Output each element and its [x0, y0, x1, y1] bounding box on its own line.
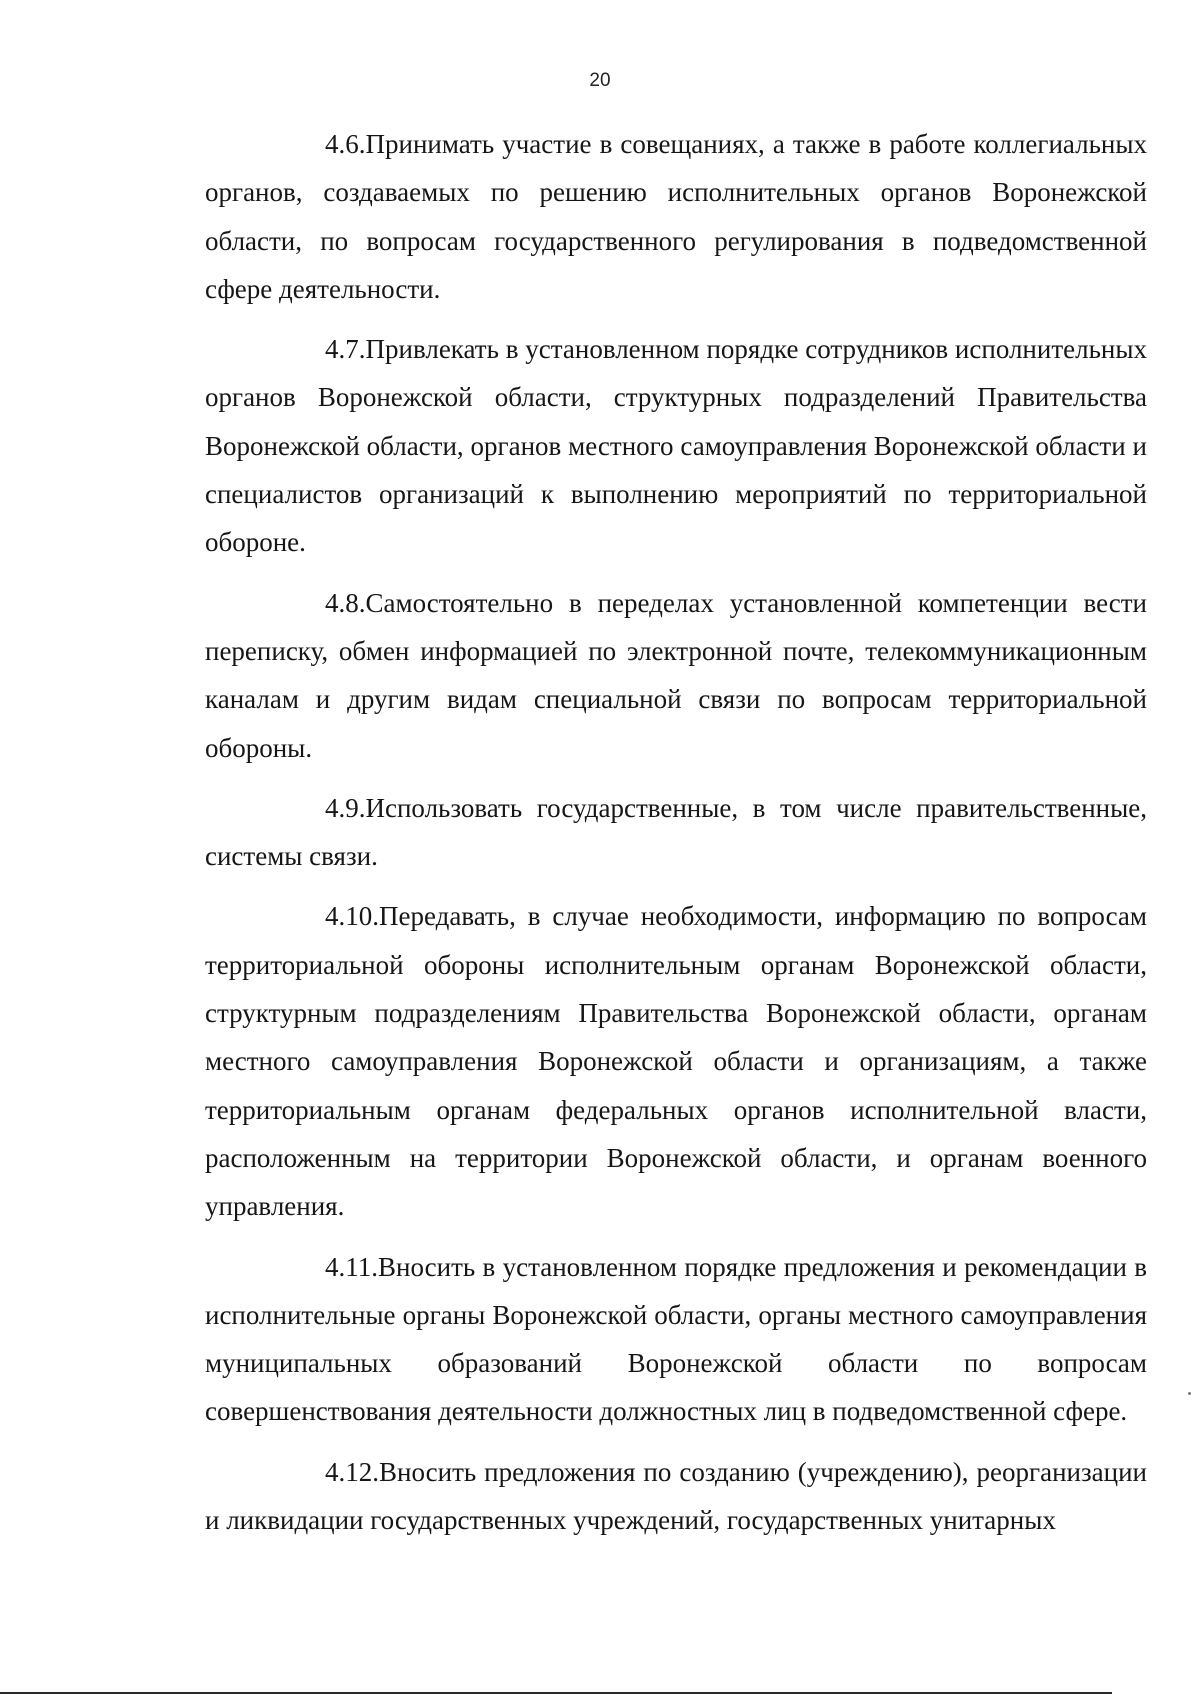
paragraph-4-7 — [205, 325, 1147, 566]
paragraph-number: 4.9. — [325, 792, 366, 823]
page-number: 20 — [589, 70, 611, 91]
paragraph-number: 4.12. — [325, 1456, 379, 1487]
paragraph-4-12 — [205, 1448, 1147, 1545]
paragraph-number: 4.7. — [325, 334, 366, 365]
paragraph-text: Привлекать в установленном порядке сотрудников исполнительных органов Воронежской области, структурных подразделений Правительства Воронежской области, органов местного самоуправления Воронежской области и специалистов организаций к выполнению мероприятий по территориальной обороне. — [205, 334, 1147, 558]
paragraph-number: 4.11. — [325, 1251, 378, 1282]
paragraph-4-9 — [205, 784, 1147, 881]
paragraph-text: Передавать, в случае необходимости, информацию по вопросам территориальной обороны исполнительным органам Воронежской области, структурным подразделениям Правительства Воронежской области, органам местного самоуправления Воронежской области и организациям, а также территориальным органам федеральных органов исполнительной власти, расположенным на территории Воронежской области, и органам военного управления. — [205, 901, 1147, 1222]
paragraph-4-10 — [205, 892, 1147, 1230]
paragraph-4-6 — [205, 120, 1147, 313]
document-body — [205, 120, 1147, 1556]
paragraph-number: 4.10. — [325, 901, 379, 932]
page-bottom-rule — [0, 1692, 1112, 1694]
paragraph-text: Использовать государственные, в том числе правительственные, системы связи. — [205, 792, 1147, 872]
paragraph-4-8 — [205, 579, 1147, 772]
paragraph-4-11 — [205, 1243, 1147, 1436]
paragraph-text: Вносить в установленном порядке предложения и рекомендации в исполнительные органы Воронежской области, органы местного самоуправления муниципальных образований Воронежской области по вопросам совершенствования деятельности должностных лиц в подведомственной сфере. — [205, 1251, 1147, 1427]
paragraph-text: Самостоятельно в переделах установленной компетенции вести переписку, обмен информацией по электронной почте, телекоммуникационным каналам и другим видам специальной связи по вопросам территориальной обороны. — [205, 587, 1147, 763]
paragraph-number: 4.6. — [325, 129, 366, 159]
paragraph-number: 4.8. — [325, 587, 366, 618]
scan-speck — [1188, 1392, 1191, 1395]
paragraph-text: Принимать участие в совещаниях, а также в работе коллегиальных органов, создаваемых по решению исполнительных органов Воронежской области, по вопросам государственного регулирования в подведомственной сфере деятельности. — [205, 129, 1147, 304]
paragraph-text: Вносить предложения по созданию (учреждению), реорганизации и ликвидации государственных учреждений, государственных унитарных — [205, 1456, 1147, 1536]
